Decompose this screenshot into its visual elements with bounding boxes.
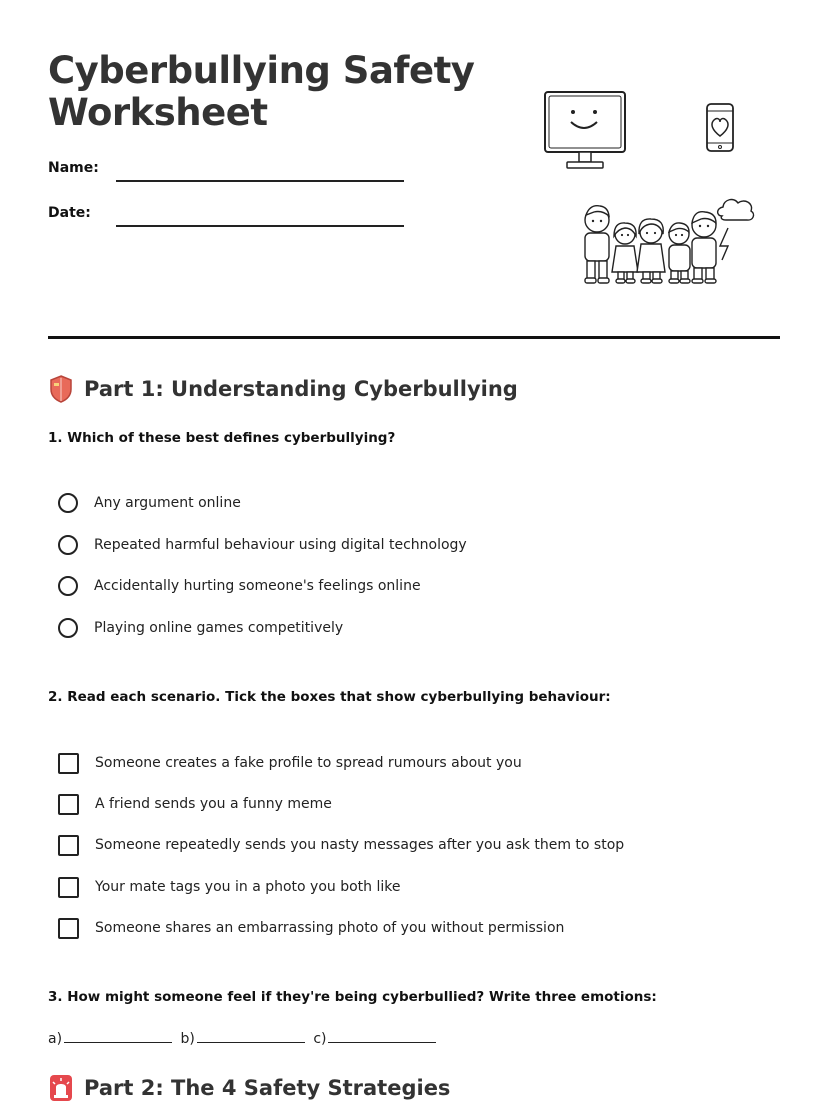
radio-button[interactable] [58,576,78,596]
radio-button[interactable] [58,618,78,638]
blank-b-line[interactable] [197,1028,305,1043]
blank-c-line[interactable] [328,1028,436,1043]
radio-button[interactable] [58,493,78,513]
part2-title: Part 2: The 4 Safety Strategies [84,1076,451,1100]
q1-option-label: Any argument online [94,495,241,511]
question-1: 1. Which of these best defines cyberbullying? [48,430,396,446]
checkbox[interactable] [58,753,79,774]
checkbox[interactable] [58,918,79,939]
q1-option-label: Playing online games competitively [94,620,344,636]
checkbox[interactable] [58,835,79,856]
question-3: 3. How might someone feel if they're being cyberbullied? Write three emotions: [48,989,657,1005]
q2-option[interactable] [58,875,401,899]
q2-option[interactable] [58,751,522,775]
question-2: 2. Read each scenario. Tick the boxes that show cyberbullying behaviour: [48,689,611,705]
name-field[interactable] [48,160,408,190]
phone-heart-icon [704,102,736,154]
q2-option[interactable] [58,833,624,857]
part1-title: Part 1: Understanding Cyberbullying [84,377,518,401]
date-line[interactable] [116,225,404,227]
q2-option[interactable] [58,916,564,940]
part1-heading [48,372,518,406]
page-title: Cyberbullying Safety Worksheet [48,49,475,134]
date-label: Date: [48,205,91,221]
q2-option-label: Your mate tags you in a photo you both like [95,879,401,895]
name-label: Name: [48,160,99,176]
checkbox[interactable] [58,877,79,898]
siren-icon [48,1073,74,1103]
q2-option-label: A friend sends you a funny meme [95,796,332,812]
radio-button[interactable] [58,535,78,555]
date-field[interactable] [48,205,408,235]
q1-option-label: Repeated harmful behaviour using digital technology [94,537,467,553]
q2-option[interactable] [58,792,332,816]
q2-option-label: Someone repeatedly sends you nasty messages after you ask them to stop [95,837,625,853]
q2-option-label: Someone creates a fake profile to spread rumours about you [95,755,522,771]
q1-option[interactable] [58,574,421,598]
emotion-blanks [48,1028,440,1047]
smiling-monitor-icon [543,90,629,174]
name-line[interactable] [116,180,404,182]
header-divider [48,336,780,339]
part2-heading [48,1071,450,1105]
checkbox[interactable] [58,794,79,815]
q2-option-label: Someone shares an embarrassing photo of you without permission [95,920,565,936]
group-of-children-with-cloud-icon [576,194,756,288]
shield-icon [48,374,74,404]
q1-option[interactable] [58,616,343,640]
blank-a-line[interactable] [64,1028,172,1043]
blank-a-label: a) [48,1031,63,1047]
q1-option-label: Accidentally hurting someone's feelings online [94,578,421,594]
q1-option[interactable] [58,491,241,515]
q1-option[interactable] [58,533,467,557]
blank-c-label: c) [313,1031,327,1047]
blank-b-label: b) [180,1031,195,1047]
